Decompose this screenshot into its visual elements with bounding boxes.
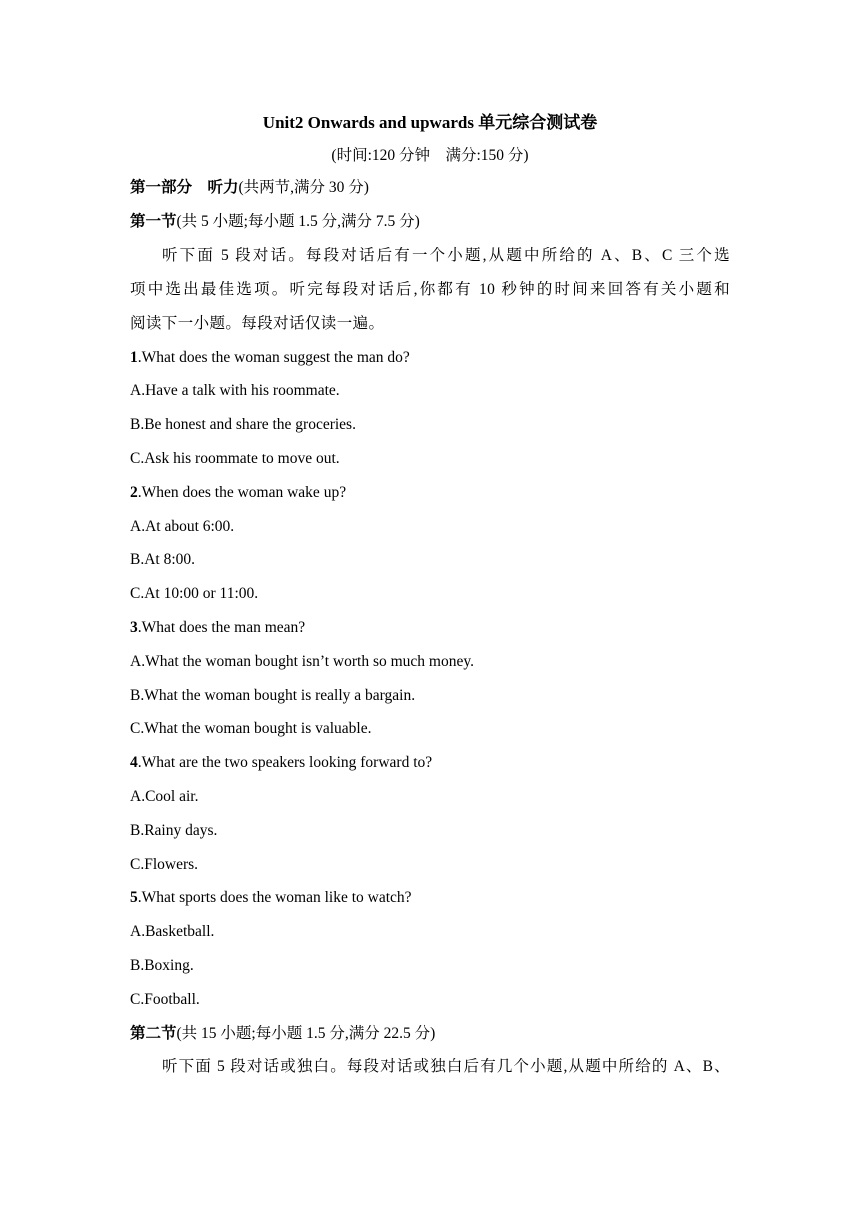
section1-instruction-line: 听下面 5 段对话。每段对话后有一个小题,从题中所给的 A、B、C 三个选 <box>162 246 730 264</box>
answer-option: B.At 8:00. <box>130 551 196 569</box>
answer-option: A.What the woman bought isn’t worth so much money. <box>130 652 474 670</box>
answer-option: A.At about 6:00. <box>130 517 235 535</box>
question-3 <box>130 616 730 751</box>
document-subtitle: (时间:120 分钟 满分:150 分) <box>331 147 529 164</box>
answer-option: B.Be honest and share the groceries. <box>130 416 356 434</box>
section1-heading <box>130 210 730 244</box>
answer-option: A.Have a talk with his roommate. <box>130 382 340 400</box>
section2-instruction-line: 听下面 5 段对话或独白。每段对话或独白后有几个小题,从题中所给的 A、B、 <box>162 1058 730 1076</box>
question-stem <box>130 346 730 380</box>
answer-option: A.Basketball. <box>130 923 215 941</box>
question-5 <box>130 886 730 1021</box>
section1-instruction-line: 项中选出最佳选项。听完每段对话后,你都有 10 秒钟的时间来回答有关小题和 <box>130 280 730 298</box>
answer-option: B.Rainy days. <box>130 821 218 839</box>
answer-option: A.Cool air. <box>130 787 199 805</box>
question-text: .What sports does the woman like to watch? <box>137 889 412 907</box>
question-number: 4 <box>130 754 138 772</box>
question-text: .What does the woman suggest the man do? <box>137 348 410 366</box>
document-title: Unit2 Onwards and upwards 单元综合测试卷 <box>262 113 598 132</box>
answer-option: C.What the woman bought is valuable. <box>130 720 372 738</box>
answer-option: B.Boxing. <box>130 956 194 974</box>
section2-heading <box>130 1022 730 1056</box>
question-text: .What does the man mean? <box>137 618 306 636</box>
section1-title: 第一节 <box>130 212 177 230</box>
answer-option: C.Flowers. <box>130 855 199 873</box>
document-body <box>130 176 730 1089</box>
question-stem <box>130 616 730 650</box>
answer-option: C.Ask his roommate to move out. <box>130 449 340 467</box>
question-text: .When does the woman wake up? <box>137 483 347 501</box>
answer-option: C.Football. <box>130 990 200 1008</box>
question-2 <box>130 481 730 616</box>
question-1 <box>130 346 730 481</box>
question-4 <box>130 751 730 886</box>
section2-title: 第二节 <box>130 1024 177 1042</box>
section2-note: (共 15 小题;每小题 1.5 分,满分 22.5 分) <box>176 1024 436 1042</box>
question-stem <box>130 886 730 920</box>
question-stem <box>130 481 730 515</box>
part1-heading <box>130 176 730 210</box>
question-text: .What are the two speakers looking forward to? <box>137 754 433 772</box>
part1-title: 第一部分 听力 <box>130 179 239 196</box>
answer-option: C.At 10:00 or 11:00. <box>130 585 259 603</box>
section1-note: (共 5 小题;每小题 1.5 分,满分 7.5 分) <box>176 212 420 230</box>
answer-option: B.What the woman bought is really a bargain. <box>130 686 416 704</box>
part1-note: (共两节,满分 30 分) <box>238 179 369 196</box>
question-number: 3 <box>130 618 138 636</box>
section1-instruction-line: 阅读下一小题。每段对话仅读一遍。 <box>130 314 385 332</box>
question-number: 1 <box>130 348 138 366</box>
question-number: 2 <box>130 483 138 501</box>
question-number: 5 <box>130 889 138 907</box>
question-stem <box>130 751 730 785</box>
